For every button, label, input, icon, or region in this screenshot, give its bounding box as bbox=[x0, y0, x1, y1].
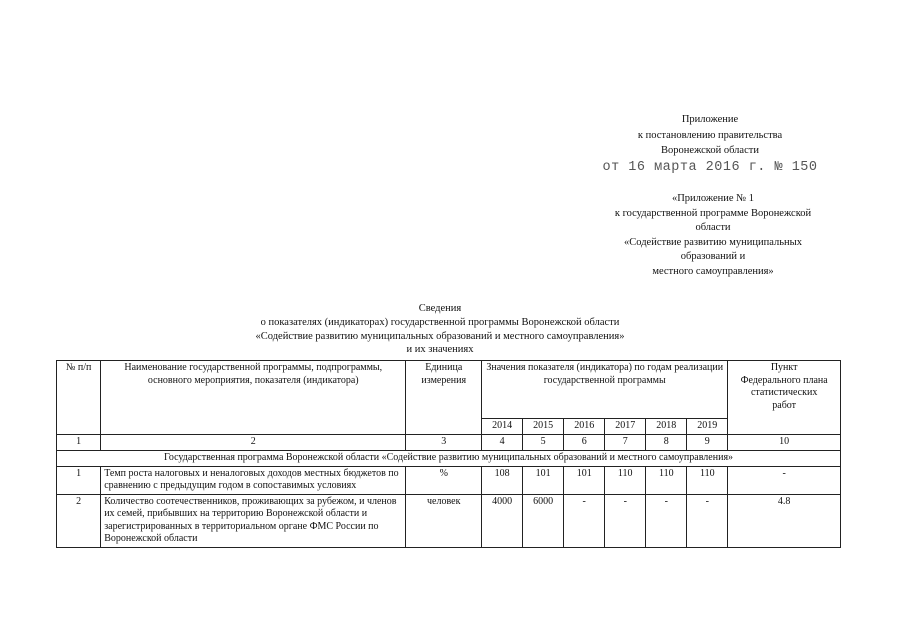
row-unit: % bbox=[406, 466, 482, 494]
header-appendix bbox=[588, 192, 838, 279]
date-number-stamp: от 16 марта 2016 г. № 150 bbox=[602, 159, 818, 175]
col-number: 5 bbox=[523, 434, 564, 450]
row-value: 108 bbox=[482, 466, 523, 494]
header-num: № п/п bbox=[57, 361, 101, 435]
row-value: 110 bbox=[605, 466, 646, 494]
col-number: 1 bbox=[57, 434, 101, 450]
row-value: - bbox=[687, 494, 728, 547]
row-value: 6000 bbox=[523, 494, 564, 547]
row-unit: человек bbox=[406, 494, 482, 547]
appendix-line: к государственной программе Воронежской bbox=[614, 207, 812, 219]
title-line: «Содействие развитию муниципальных образований и местного самоуправления» bbox=[255, 330, 625, 342]
col-number: 3 bbox=[406, 434, 482, 450]
row-value: - bbox=[605, 494, 646, 547]
col-number: 7 bbox=[605, 434, 646, 450]
appendix-line: области bbox=[695, 222, 731, 233]
document-title bbox=[200, 302, 680, 357]
year-cell: 2019 bbox=[687, 419, 728, 435]
col-number: 6 bbox=[564, 434, 605, 450]
row-num: 1 bbox=[57, 466, 101, 494]
year-cell: 2014 bbox=[482, 419, 523, 435]
year-cell: 2017 bbox=[605, 419, 646, 435]
header-values: Значения показателя (индикатора) по годам реализации государственной программы bbox=[482, 361, 728, 419]
col-number: 9 bbox=[687, 434, 728, 450]
table-row bbox=[57, 466, 841, 494]
program-title: Государственная программа Воронежской области «Содействие развитию муниципальных образований и местного самоуправления» bbox=[57, 450, 841, 466]
appendix-line: «Приложение № 1 bbox=[671, 193, 755, 204]
indicators-table bbox=[56, 360, 841, 548]
row-num: 2 bbox=[57, 494, 101, 547]
col-number: 10 bbox=[728, 434, 841, 450]
row-value: 101 bbox=[523, 466, 564, 494]
title-line: и их значениях bbox=[406, 344, 474, 356]
row-value: 110 bbox=[646, 466, 687, 494]
header-name: Наименование государственной программы, подпрограммы, основного мероприятия, показателя (индикатора) bbox=[101, 361, 406, 435]
row-value: 101 bbox=[564, 466, 605, 494]
appendix-line: образований и bbox=[680, 251, 746, 262]
header-top-line: к постановлению правительства bbox=[637, 129, 783, 141]
title-line: Сведения bbox=[418, 303, 462, 314]
program-row bbox=[57, 450, 841, 466]
col-number: 4 bbox=[482, 434, 523, 450]
appendix-line: местного самоуправления» bbox=[652, 265, 774, 277]
col-number: 2 bbox=[101, 434, 406, 450]
header-top-line: Приложение bbox=[681, 114, 739, 125]
year-cell: 2018 bbox=[646, 419, 687, 435]
header-top-line: Воронежской области bbox=[661, 145, 759, 156]
row-name: Количество соотечественников, проживающих за рубежом, и членов их семей, прибывших на территорию Воронежской области и зарегистрированных в территориальном органе ФМС России по Воронежской области bbox=[101, 494, 406, 547]
row-name: Темп роста налоговых и неналоговых доходов местных бюджетов по сравнению с предыдущим годом в сопоставимых условиях bbox=[101, 466, 406, 494]
row-value: - bbox=[564, 494, 605, 547]
table-row bbox=[57, 494, 841, 547]
year-cell: 2016 bbox=[564, 419, 605, 435]
row-value: 110 bbox=[687, 466, 728, 494]
row-plan: - bbox=[728, 466, 841, 494]
appendix-line: «Содействие развитию муниципальных bbox=[624, 236, 802, 248]
column-number-row bbox=[57, 434, 841, 450]
header-plan: Пункт Федерального плана статистических работ bbox=[728, 361, 841, 435]
header-top bbox=[600, 112, 820, 177]
row-plan: 4.8 bbox=[728, 494, 841, 547]
row-value: - bbox=[646, 494, 687, 547]
col-number: 8 bbox=[646, 434, 687, 450]
year-cell: 2015 bbox=[523, 419, 564, 435]
row-value: 4000 bbox=[482, 494, 523, 547]
header-unit: Единица измерения bbox=[406, 361, 482, 435]
title-line: о показателях (индикаторах) государственной программы Воронежской области bbox=[260, 316, 620, 328]
